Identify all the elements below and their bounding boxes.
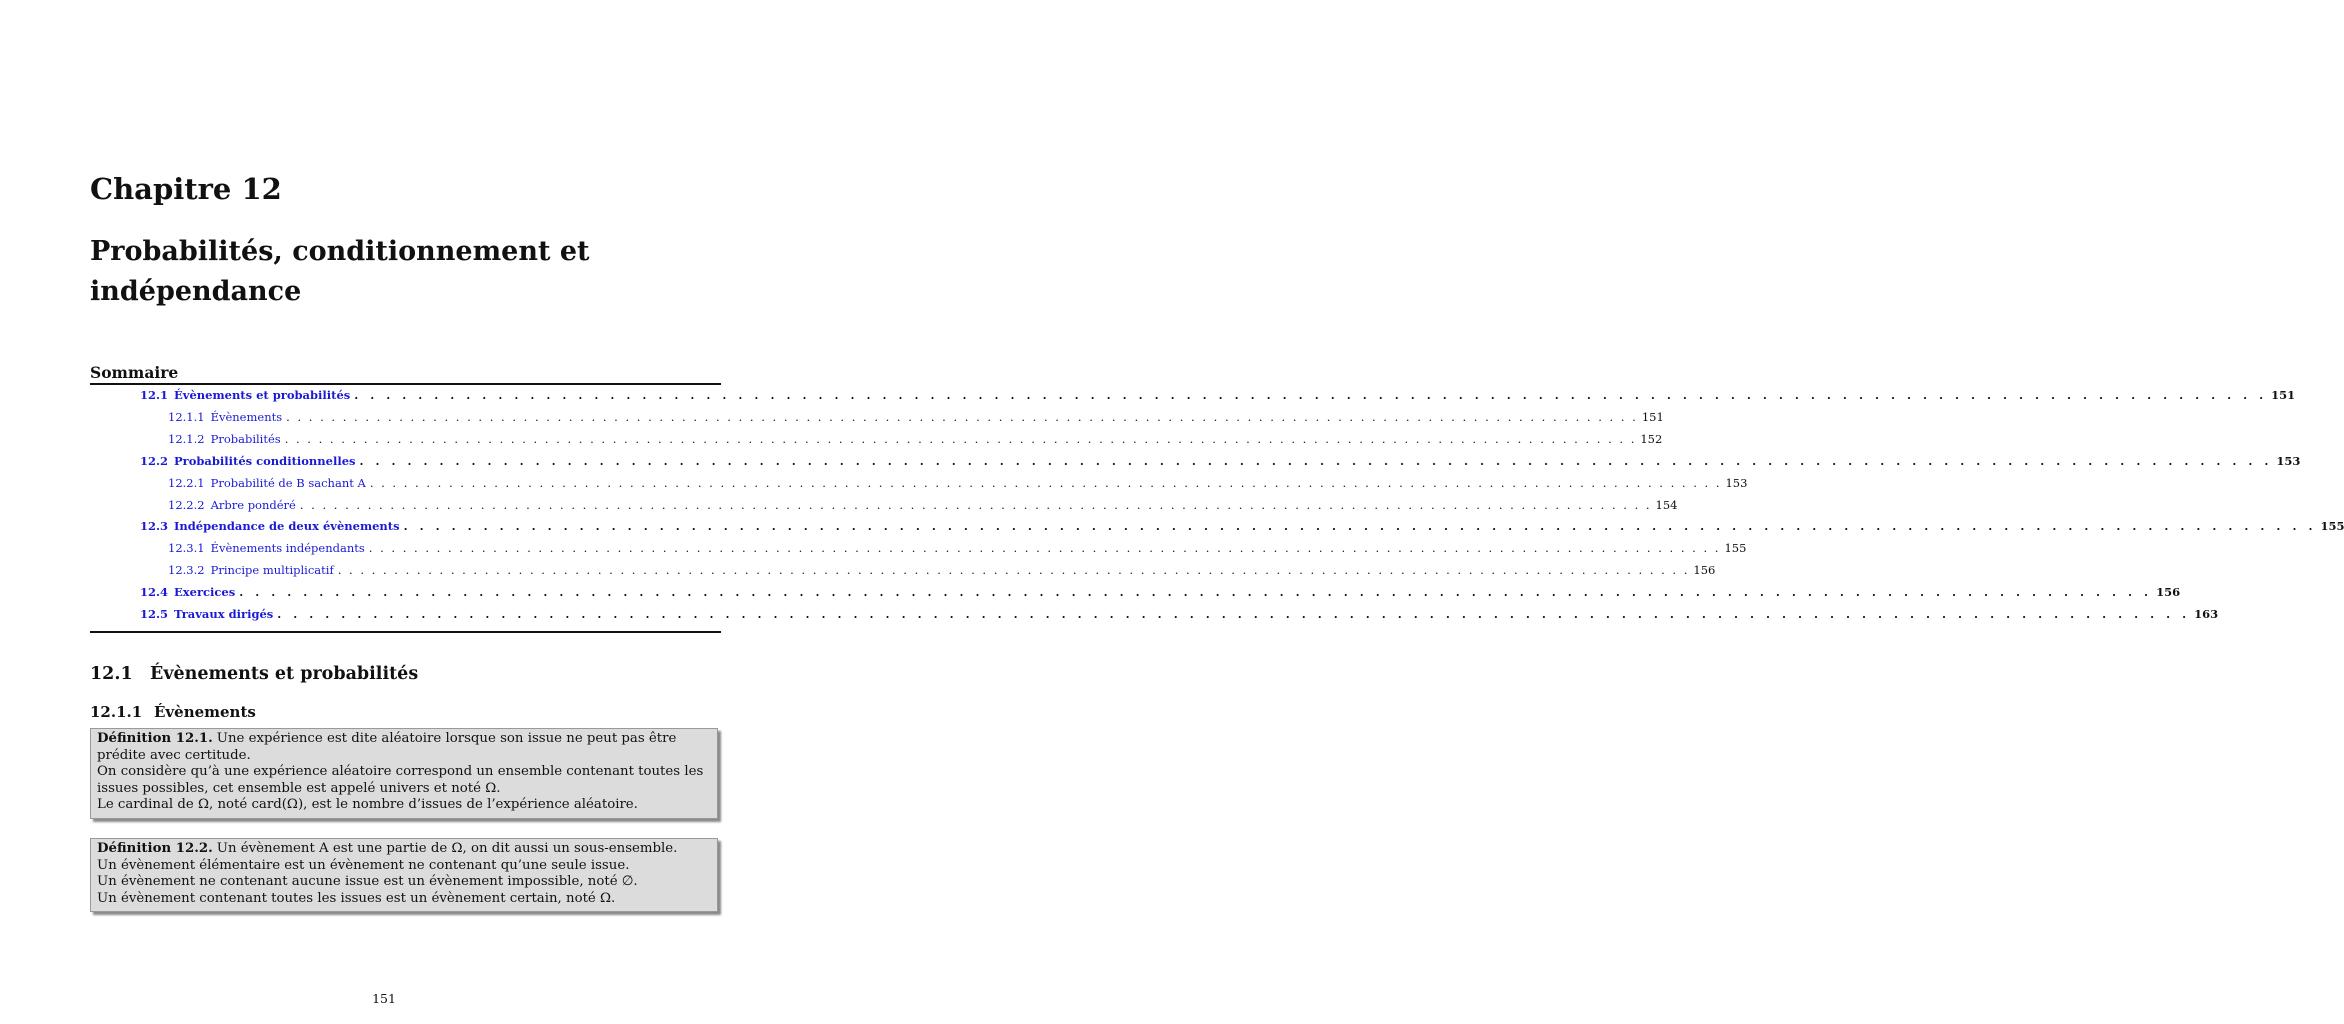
toc-entry-page: 151 bbox=[2271, 388, 2296, 402]
sommaire-top-rule bbox=[90, 383, 721, 385]
toc-entry-page: 153 bbox=[1725, 475, 1748, 490]
toc-subsection-entry[interactable] bbox=[168, 431, 1663, 446]
toc-entry-page: 156 bbox=[1693, 563, 1716, 578]
toc-subsection-entry[interactable] bbox=[168, 497, 1678, 512]
toc-entry-title: Arbre pondéré bbox=[210, 497, 296, 512]
toc-entry-page: 153 bbox=[2276, 453, 2301, 468]
toc-leader-dots: . . . . . . . . . . . . . . . . . . . . . . . . . . . . . . . . . . . . . . . . . . . . . . . . . . . . . . . . . . . . . . . . . . . . . . . . . . . . . . . . . . . . . . . . . . . . . . . . . . . . . . . . . . . . . . . . . . . . . . . . bbox=[354, 388, 2268, 402]
toc-entry-title: Exercices bbox=[174, 585, 236, 600]
toc-section-entry[interactable] bbox=[140, 388, 2296, 402]
toc-leader-dots: . . . . . . . . . . . . . . . . . . . . . . . . . . . . . . . . . . . . . . . . . . . . . . . . . . . . . . . . . . . . . . . . . . . . . . . . . . . . . . . . . . . . . . . . . . . . . . . . . . . . . . . . . . . . . . . . . . . . . . . . bbox=[359, 453, 2273, 468]
toc-entry-number: 12.1.1 bbox=[168, 409, 205, 424]
toc-leader-dots: . . . . . . . . . . . . . . . . . . . . . . . . . . . . . . . . . . . . . . . . . . . . . . . . . . . . . . . . . . . . . . . . . . . . . . . . . . . . . . . . . . . . . . . . . . . . . . . . . . . . . . . . . . . . . . . . . . . . . . . . bbox=[286, 409, 1638, 424]
toc-entry-title: Indépendance de deux évènements bbox=[174, 519, 400, 534]
definition-box bbox=[90, 728, 718, 819]
toc-entry-number: 12.1.2 bbox=[168, 431, 205, 446]
subsection-heading bbox=[90, 703, 256, 721]
toc-subsection-entry[interactable] bbox=[168, 475, 1748, 490]
toc-entry-number: 12.1 bbox=[140, 388, 169, 402]
toc-section-entry[interactable] bbox=[140, 453, 2301, 468]
toc-entry-number: 12.2.2 bbox=[168, 497, 205, 512]
toc-entry-number: 12.3 bbox=[140, 519, 169, 534]
toc-subsection-entry[interactable] bbox=[168, 541, 1747, 556]
toc-leader-dots: . . . . . . . . . . . . . . . . . . . . . . . . . . . . . . . . . . . . . . . . . . . . . . . . . . . . . . . . . . . . . . . . . . . . . . . . . . . . . . . . . . . . . . . . . . . . . . . . . . . . . . . . . . . . . . . . . . . . . . . . bbox=[403, 519, 2317, 534]
section-heading bbox=[90, 664, 418, 684]
toc-entry-page: 151 bbox=[1641, 409, 1664, 424]
toc-entry-number: 12.3.1 bbox=[168, 541, 205, 556]
chapter-title: Probabilités, conditionnement et indépendance bbox=[90, 236, 590, 307]
definition-line: Définition 12.2. Un évènement A est une partie de Ω, on dit aussi un sous-ensemble. bbox=[97, 841, 678, 856]
toc-leader-dots: . . . . . . . . . . . . . . . . . . . . . . . . . . . . . . . . . . . . . . . . . . . . . . . . . . . . . . . . . . . . . . . . . . . . . . . . . . . . . . . . . . . . . . . . . . . . . . . . . . . . . . . . . . . . . . . . . . . . . . . . bbox=[299, 497, 1652, 512]
toc-leader-dots: . . . . . . . . . . . . . . . . . . . . . . . . . . . . . . . . . . . . . . . . . . . . . . . . . . . . . . . . . . . . . . . . . . . . . . . . . . . . . . . . . . . . . . . . . . . . . . . . . . . . . . . . . . . . . . . . . . . . . . . . bbox=[368, 541, 1721, 556]
toc-entry-page: 163 bbox=[2194, 607, 2219, 621]
toc-section-entry[interactable] bbox=[140, 585, 2181, 600]
toc-entry-number: 12.5 bbox=[140, 607, 169, 621]
toc-section-entry[interactable] bbox=[140, 607, 2219, 621]
definition-line: Définition 12.1. Une expérience est dite aléatoire lorsque son issue ne peut pas être prédite avec certitude. bbox=[97, 731, 677, 763]
definition-label: Définition 12.2. bbox=[97, 841, 213, 856]
definition-box bbox=[90, 838, 718, 912]
toc-subsection-entry[interactable] bbox=[168, 563, 1716, 578]
toc-leader-dots: . . . . . . . . . . . . . . . . . . . . . . . . . . . . . . . . . . . . . . . . . . . . . . . . . . . . . . . . . . . . . . . . . . . . . . . . . . . . . . . . . . . . . . . . . . . . . . . . . . . . . . . . . . . . . . . . . . . . . . . . bbox=[277, 607, 2191, 621]
toc-leader-dots: . . . . . . . . . . . . . . . . . . . . . . . . . . . . . . . . . . . . . . . . . . . . . . . . . . . . . . . . . . . . . . . . . . . . . . . . . . . . . . . . . . . . . . . . . . . . . . . . . . . . . . . . . . . . . . . . . . . . . . . . bbox=[369, 475, 1722, 490]
toc-entry-title: Travaux dirigés bbox=[174, 607, 274, 621]
definition-line: Un évènement élémentaire est un évènement ne contenant qu’une seule issue. bbox=[97, 857, 630, 873]
toc-entry-number: 12.4 bbox=[140, 585, 169, 600]
definition-line: Un évènement contenant toutes les issues est un évènement certain, noté Ω. bbox=[97, 890, 616, 906]
sommaire-bottom-rule bbox=[90, 631, 721, 633]
toc-entry-page: 154 bbox=[1655, 497, 1678, 512]
toc-leader-dots: . . . . . . . . . . . . . . . . . . . . . . . . . . . . . . . . . . . . . . . . . . . . . . . . . . . . . . . . . . . . . . . . . . . . . . . . . . . . . . . . . . . . . . . . . . . . . . . . . . . . . . . . . . . . . . . . . . . . . . . . bbox=[284, 431, 1637, 446]
definition-line: Le cardinal de Ω, noté card(Ω), est le nombre d’issues de l’expérience aléatoire. bbox=[97, 797, 638, 813]
toc-entry-title: Évènements et probabilités bbox=[174, 388, 351, 402]
toc-entry-title: Principe multiplicatif bbox=[210, 563, 334, 578]
toc-leader-dots: . . . . . . . . . . . . . . . . . . . . . . . . . . . . . . . . . . . . . . . . . . . . . . . . . . . . . . . . . . . . . . . . . . . . . . . . . . . . . . . . . . . . . . . . . . . . . . . . . . . . . . . . . . . . . . . . . . . . . . . . bbox=[337, 563, 1690, 578]
toc-leader-dots: . . . . . . . . . . . . . . . . . . . . . . . . . . . . . . . . . . . . . . . . . . . . . . . . . . . . . . . . . . . . . . . . . . . . . . . . . . . . . . . . . . . . . . . . . . . . . . . . . . . . . . . . . . . . . . . . . . . . . . . . bbox=[239, 585, 2153, 600]
toc-entry-page: 152 bbox=[1640, 431, 1663, 446]
subsection-number: 12.1.1 bbox=[90, 703, 143, 721]
toc-entry-title: Probabilité de B sachant A bbox=[210, 475, 366, 490]
toc-entry-title: Probabilités bbox=[210, 431, 281, 446]
definition-line: On considère qu’à une expérience aléatoire correspond un ensemble contenant toutes les issues possibles, cet ensemble est appelé univers et noté Ω. bbox=[97, 764, 704, 796]
page-number: 151 bbox=[372, 991, 396, 1006]
toc-entry-number: 12.3.2 bbox=[168, 563, 205, 578]
toc-entry-page: 155 bbox=[2320, 519, 2344, 534]
chapter-label: Chapitre 12 bbox=[90, 172, 282, 206]
toc-entry-page: 156 bbox=[2156, 585, 2181, 600]
definition-line: Un évènement ne contenant aucune issue est un évènement impossible, noté ∅. bbox=[97, 874, 638, 890]
section-title: Évènements et probabilités bbox=[150, 664, 419, 684]
toc-entry-title: Évènements bbox=[210, 409, 283, 424]
toc-entry-page: 155 bbox=[1724, 541, 1747, 556]
toc-entry-title: Probabilités conditionnelles bbox=[174, 453, 356, 468]
toc-entry-number: 12.2.1 bbox=[168, 475, 205, 490]
subsection-title: Évènements bbox=[154, 703, 256, 721]
toc-subsection-entry[interactable] bbox=[168, 409, 1664, 424]
toc-entry-title: Évènements indépendants bbox=[210, 541, 365, 556]
sommaire-heading: Sommaire bbox=[90, 363, 179, 382]
toc-section-entry[interactable] bbox=[140, 519, 2344, 534]
toc-entry-number: 12.2 bbox=[140, 453, 169, 468]
definition-label: Définition 12.1. bbox=[97, 731, 213, 746]
section-number: 12.1 bbox=[90, 664, 133, 684]
